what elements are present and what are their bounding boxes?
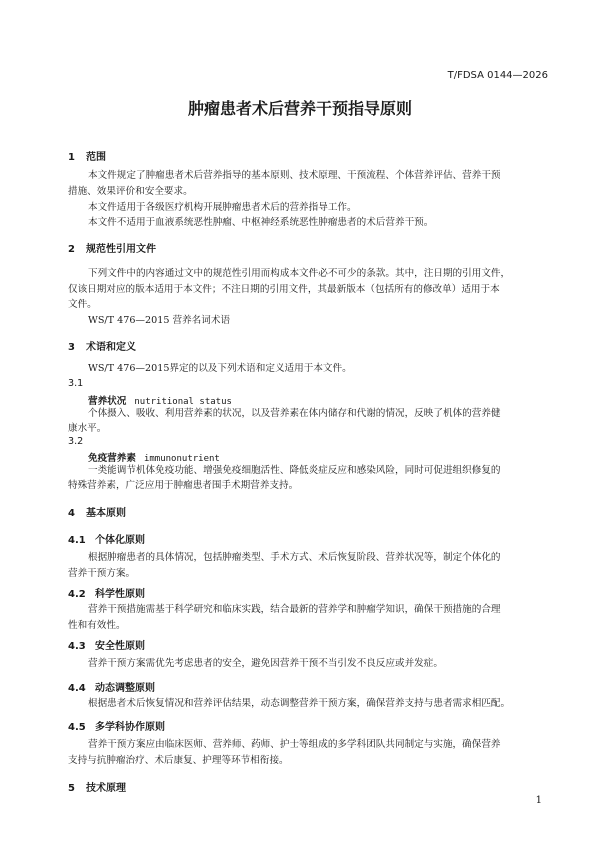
subsection-number: 4.5 [68, 722, 86, 733]
section-2-heading [68, 240, 156, 255]
section-number: 3 [68, 342, 75, 353]
term-3-2-number: 3.2 [68, 436, 84, 447]
s4-5-line1: 营养干预方案应由临床医师、营养师、药师、护士等组成的多学科团队共同制定与实施，确保营养 [88, 739, 501, 750]
subsection-title: 安全性原则 [94, 641, 145, 652]
s4-1-line2: 营养干预方案。 [68, 568, 136, 579]
section-title: 术语和定义 [86, 342, 136, 353]
standard-number: T/FDSA 0144—2026 [447, 70, 548, 81]
subsection-title: 个体化原则 [94, 535, 145, 546]
subsection-title: 科学性原则 [94, 589, 145, 600]
subsection-title: 多学科协作原则 [94, 722, 165, 733]
s2-para1-line1: 下列文件中的内容通过文中的规范性引用而构成本文件必不可少的条款。其中，注日期的引用文件， [88, 268, 511, 279]
subsection-4-2-heading [68, 585, 145, 600]
term-3-1-def-line2: 康水平。 [68, 423, 107, 434]
subsection-4-5-heading [68, 718, 165, 733]
section-number: 4 [68, 508, 75, 519]
s2-para1-line2: 仅该日期对应的版本适用于本文件；不注日期的引用文件，其最新版本（包括所有的修改单）适用于本 [68, 284, 500, 295]
s4-1-line1: 根据肿瘤患者的具体情况，包括肿瘤类型、手术方式、术后恢复阶段、营养状况等，制定个体化的 [88, 552, 501, 563]
s4-2-line2: 性和有效性。 [68, 620, 126, 631]
section-1-heading [68, 148, 106, 163]
section-3-heading [68, 338, 136, 353]
subsection-number: 4.1 [68, 535, 86, 546]
s1-para1-line2: 措施、效果评价和安全要求。 [68, 186, 193, 197]
s1-para2: 本文件适用于各级医疗机构开展肿瘤患者术后的营养指导工作。 [88, 202, 357, 213]
section-number: 5 [68, 783, 75, 794]
section-5-heading [68, 779, 126, 794]
term-3-1 [88, 393, 232, 407]
term-en: nutritional status [134, 397, 232, 407]
subsection-title: 动态调整原则 [94, 683, 155, 694]
term-en: immunonutrient [143, 454, 220, 464]
document-title: 肿瘤患者术后营养干预指导原则 [187, 99, 412, 118]
page-number: 1 [535, 795, 542, 806]
s3-para1: WS/T 476—2015界定的以及下列术语和定义适用于本文件。 [88, 363, 352, 374]
s4-2-line1: 营养干预措施需基于科学研究和临床实践，结合最新的营养学和肿瘤学知识，确保干预措施的合理 [88, 604, 501, 615]
term-3-2-def-line1: 一类能调节机体免疫功能、增强免疫细胞活性、降低炎症反应和感染风险，同时可促进组织修复的 [88, 465, 501, 476]
s2-reference: WS/T 476—2015 营养名词术语 [88, 315, 231, 326]
term-3-2-def-line2: 特殊营养素，广泛应用于肿瘤患者围手术期营养支持。 [68, 480, 299, 491]
s1-para3: 本文件不适用于血液系统恶性肿瘤、中枢神经系统恶性肿瘤患者的术后营养干预。 [88, 217, 434, 228]
term-3-2 [88, 450, 220, 464]
s2-para1-line3: 文件。 [68, 299, 97, 310]
s4-5-line2: 支持与抗肿瘤治疗、术后康复、护理等环节相衔接。 [68, 755, 289, 766]
term-zh: 营养状况 [88, 396, 127, 407]
s4-4-line1: 根据患者术后恢复情况和营养评估结果，动态调整营养干预方案，确保营养支持与患者需求相匹配。 [88, 698, 511, 709]
subsection-4-1-heading [68, 531, 145, 546]
subsection-number: 4.2 [68, 589, 86, 600]
s4-3-line1: 营养干预方案需优先考虑患者的安全，避免因营养干预不当引发不良反应或并发症。 [88, 658, 443, 669]
term-3-1-number: 3.1 [68, 378, 84, 389]
section-number: 1 [68, 152, 75, 163]
subsection-number: 4.3 [68, 641, 86, 652]
section-4-heading [68, 504, 126, 519]
section-title: 规范性引用文件 [86, 244, 156, 255]
section-title: 技术原理 [86, 783, 126, 794]
subsection-4-3-heading [68, 637, 145, 652]
term-3-1-def-line1: 个体摄入、吸收、利用营养素的状况，以及营养素在体内储存和代谢的情况，反映了机体的营养健 [88, 408, 501, 419]
section-number: 2 [68, 244, 75, 255]
section-title: 范围 [86, 152, 106, 163]
subsection-4-4-heading [68, 679, 155, 694]
subsection-number: 4.4 [68, 683, 86, 694]
s1-para1-line1: 本文件规定了肿瘤患者术后营养指导的基本原则、技术原理、干预流程、个体营养评估、营养干预 [88, 170, 501, 181]
section-title: 基本原则 [86, 508, 126, 519]
term-zh: 免疫营养素 [88, 453, 136, 464]
